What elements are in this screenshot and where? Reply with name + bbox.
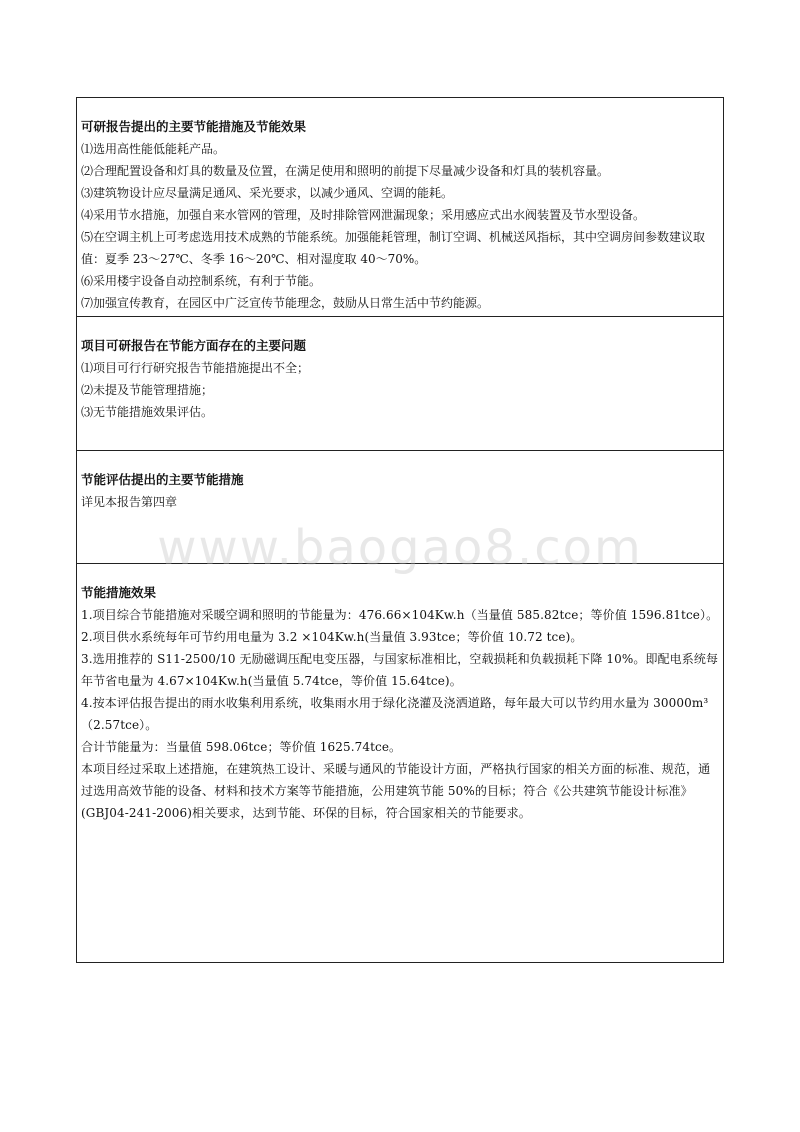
list-item: ⑴选用高性能低能耗产品。 bbox=[81, 142, 226, 156]
list-item: 4.按本评估报告提出的雨水收集利用系统，收集雨水用于绿化浇灌及浇洒道路，每年最大可以节约用水量为 30000m³（2.57tce）。 bbox=[81, 696, 709, 732]
list-item: ⑺加强宣传教育，在园区中广泛宣传节能理念，鼓励从日常生活中节约能源。 bbox=[81, 296, 490, 310]
list-item: ⑹采用楼宇设备自动控制系统，有利于节能。 bbox=[81, 274, 322, 288]
list-item: ⑸在空调主机上可考虑选用技术成熟的节能系统。加强能耗管理，制订空调、机械送风指标，其中空调房间参数建议取值：夏季 23～27℃、冬季 16～20℃、相对湿度取 40～70%。 bbox=[81, 230, 706, 266]
list-item: ⑷采用节水措施，加强自来水管网的管理，及时排除管网泄漏现象；采用感应式出水阀装置及节水型设备。 bbox=[81, 208, 646, 222]
section-title: 可研报告提出的主要节能措施及节能效果 bbox=[81, 119, 307, 134]
list-item: ⑶建筑物设计应尽量满足通风、采光要求，以减少通风、空调的能耗。 bbox=[81, 186, 454, 200]
watermark: www.baogao8.com bbox=[157, 520, 643, 576]
list-item: ⑵未提及节能管理措施； bbox=[81, 383, 214, 397]
list-item: 3.选用推荐的 S11-2500/10 无励磁调压配电变压器，与国家标准相比，空载损耗和负载损耗下降 10%。即配电系统每年节省电量为 4.67×104Kw.h(当量值 5.74tce，等价值 15.64tce)。 bbox=[81, 652, 719, 688]
list-item: 合计节能量为：当量值 598.06tce；等价值 1625.74tce。 bbox=[81, 740, 402, 754]
section-main-problems bbox=[77, 317, 723, 451]
list-item: 1.项目综合节能措施对采暖空调和照明的节能量为：476.66×104Kw.h（当量值 585.82tce；等价值 1596.81tce）。 bbox=[81, 608, 719, 622]
section-title: 节能评估提出的主要节能措施 bbox=[81, 472, 244, 487]
list-item: 本项目经过采取上述措施，在建筑热工设计、采暖与通风的节能设计方面，严格执行国家的相关方面的标准、规范，通过选用高效节能的设备、材料和技术方案等节能措施，公用建筑节能 50%的目标；符合《公共建筑节能设计标准》(GBJ04-241-2006)相关要求，达到节能、环保的目标，符合国家相关的节能要求。 bbox=[81, 762, 711, 820]
list-item: ⑵合理配置设备和灯具的数量及位置，在满足使用和照明的前提下尽量减少设备和灯具的装机容量。 bbox=[81, 164, 610, 178]
section-title: 节能措施效果 bbox=[81, 585, 157, 600]
list-item: ⑶无节能措施效果评估。 bbox=[81, 405, 214, 419]
section-assessment-measures bbox=[77, 451, 723, 564]
document-table bbox=[76, 97, 724, 963]
list-item: ⑴项目可行行研究报告节能措施提出不全； bbox=[81, 361, 310, 375]
section-title: 项目可研报告在节能方面存在的主要问题 bbox=[81, 338, 307, 353]
list-item: 2.项目供水系统每年可节约用电量为 3.2 ×104Kw.h(当量值 3.93tce；等价值 10.72 tce)。 bbox=[81, 630, 583, 644]
section-measure-effects bbox=[77, 564, 723, 964]
list-item: 详见本报告第四章 bbox=[81, 495, 178, 509]
section-main-measures bbox=[77, 98, 723, 317]
